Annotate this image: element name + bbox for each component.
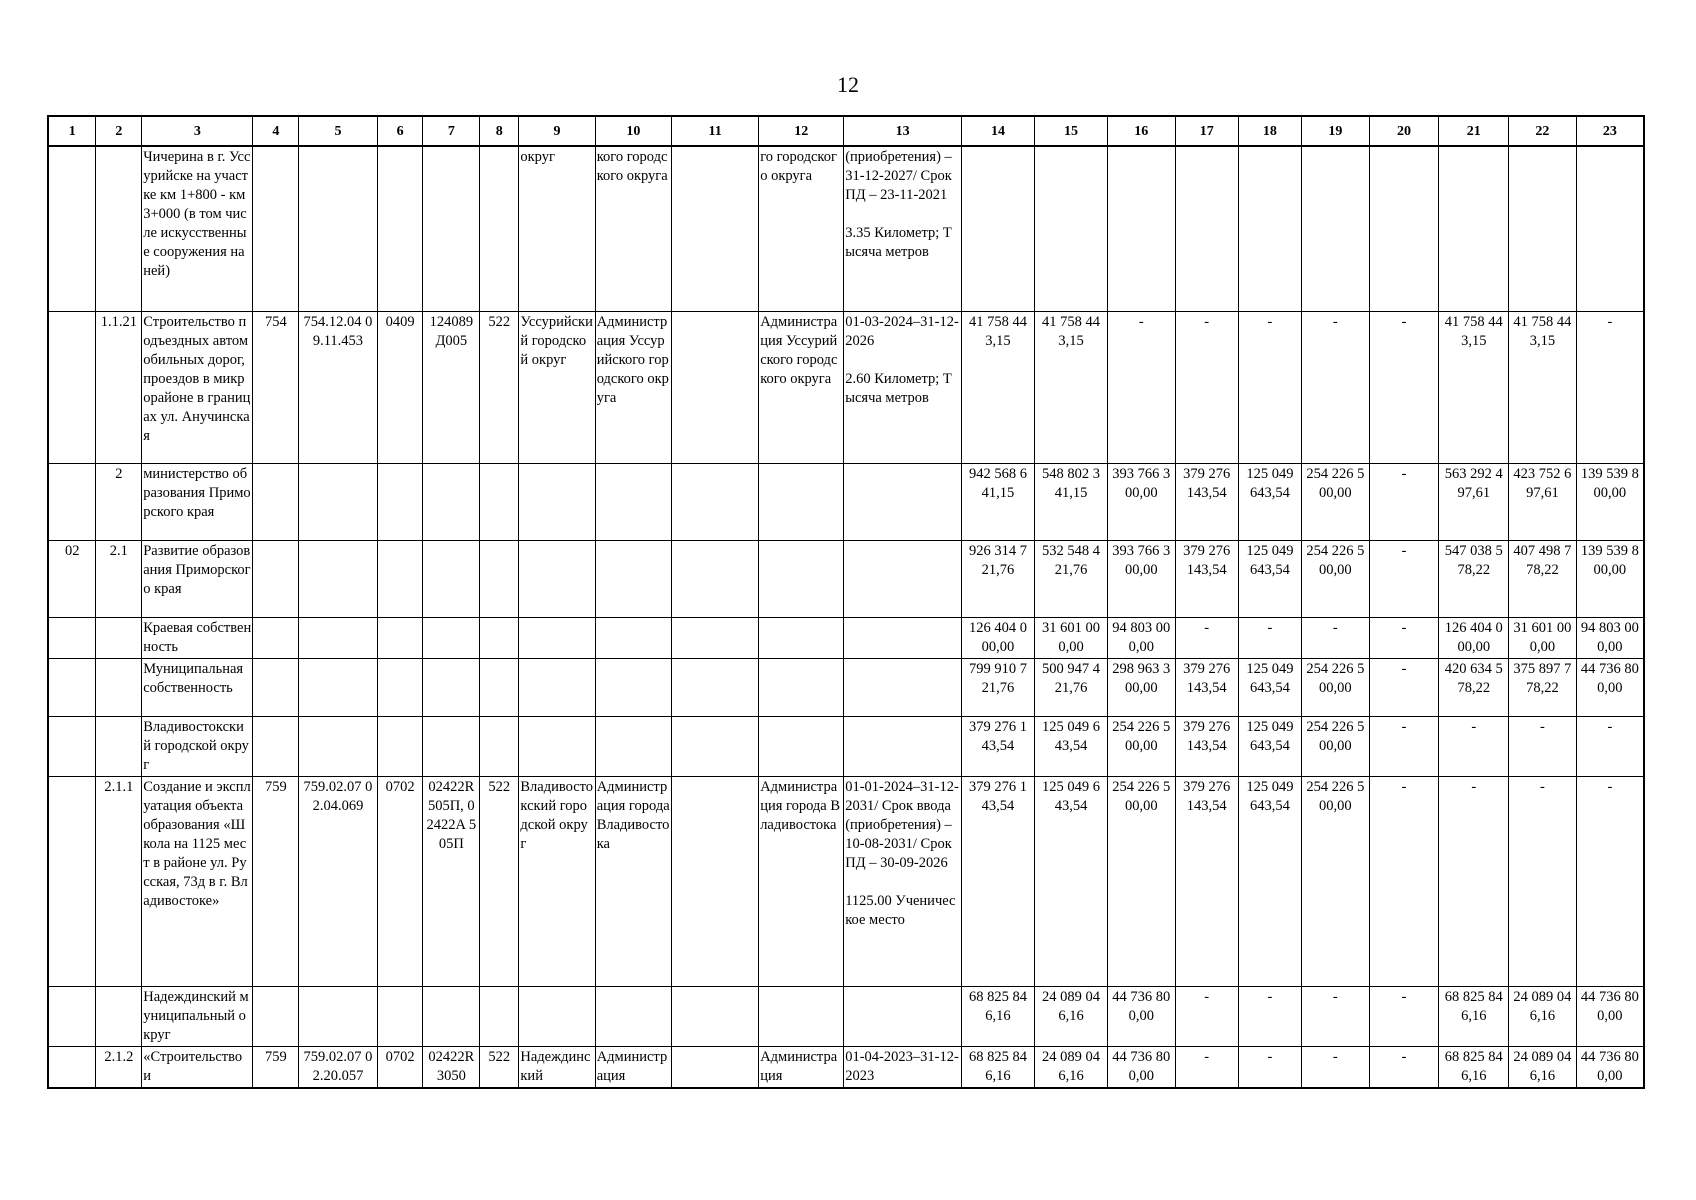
table-cell: 2.1.2 xyxy=(96,1046,142,1088)
table-cell xyxy=(480,540,519,617)
table-cell xyxy=(844,658,962,716)
table-cell: 24 089 04 6,16 xyxy=(1509,1046,1577,1088)
table-cell: - xyxy=(1302,986,1370,1046)
table-cell: - xyxy=(1108,311,1176,463)
table-cell: 532 548 4 21,76 xyxy=(1034,540,1107,617)
table-cell: 02422R 505П, 02422A 505П xyxy=(423,776,480,986)
table-cell: 2 xyxy=(96,463,142,540)
table-row xyxy=(48,311,1644,463)
table-cell xyxy=(253,658,299,716)
table-cell: 01-01-2024–31-12-2031/ Срок ввода (приобретения) – 10-08-2031/ Срок ПД – 30-09-2026 1125.00 Ученическое место xyxy=(844,776,962,986)
page-number: 12 xyxy=(837,72,859,97)
table-cell: 126 404 0 00,00 xyxy=(1439,617,1509,658)
table-cell xyxy=(299,617,377,658)
table-cell xyxy=(377,463,423,540)
table-cell: 68 825 84 6,16 xyxy=(1439,1046,1509,1088)
table-cell: 254 226 5 00,00 xyxy=(1302,776,1370,986)
column-header: 18 xyxy=(1238,116,1301,146)
table-cell: 379 276 1 43,54 xyxy=(961,776,1034,986)
table-cell: Администрация города Владивостока xyxy=(595,776,671,986)
table-cell: - xyxy=(1369,463,1439,540)
column-header: 6 xyxy=(377,116,423,146)
table-header-row xyxy=(48,116,1644,146)
table-cell: 942 568 6 41,15 xyxy=(961,463,1034,540)
table-cell xyxy=(844,986,962,1046)
table-cell: 393 766 3 00,00 xyxy=(1108,463,1176,540)
table-cell: 254 226 5 00,00 xyxy=(1108,776,1176,986)
table-cell: 125 049 643,54 xyxy=(1238,463,1301,540)
table-cell: 24 089 04 6,16 xyxy=(1509,986,1577,1046)
table-cell: 31 601 00 0,00 xyxy=(1509,617,1577,658)
table-cell xyxy=(844,540,962,617)
table-cell xyxy=(96,986,142,1046)
table-cell xyxy=(1238,146,1301,311)
table-cell: 139 539 8 00,00 xyxy=(1576,540,1644,617)
table-cell xyxy=(519,540,595,617)
table-cell xyxy=(377,617,423,658)
table-cell: 926 314 7 21,76 xyxy=(961,540,1034,617)
table-cell xyxy=(1108,146,1176,311)
table-cell xyxy=(519,658,595,716)
table-cell xyxy=(48,776,96,986)
table-row xyxy=(48,617,1644,658)
table-cell xyxy=(423,658,480,716)
table-row xyxy=(48,776,1644,986)
table-cell xyxy=(759,986,844,1046)
table-cell xyxy=(253,463,299,540)
table-cell: - xyxy=(1175,986,1238,1046)
table-cell: 125 049 6 43,54 xyxy=(1034,716,1107,776)
table-cell: 44 736 80 0,00 xyxy=(1576,986,1644,1046)
table-cell: Администрация Уссурийского городского округа xyxy=(595,311,671,463)
table-cell: 0702 xyxy=(377,776,423,986)
table-cell: - xyxy=(1302,1046,1370,1088)
table-cell xyxy=(96,658,142,716)
table-cell: 375 897 7 78,22 xyxy=(1509,658,1577,716)
table-cell: 0702 xyxy=(377,1046,423,1088)
table-cell: 68 825 84 6,16 xyxy=(961,986,1034,1046)
table-cell: 799 910 7 21,76 xyxy=(961,658,1034,716)
table-cell: 68 825 84 6,16 xyxy=(1439,986,1509,1046)
table-cell: - xyxy=(1238,1046,1301,1088)
table-cell: 24 089 04 6,16 xyxy=(1034,1046,1107,1088)
table-cell xyxy=(1576,146,1644,311)
table-cell: 754 xyxy=(253,311,299,463)
table-cell: 01-03-2024–31-12-2026 2.60 Километр; Тысяча метров xyxy=(844,311,962,463)
table-cell: Администрация Уссурийского городского округа xyxy=(759,311,844,463)
table-cell xyxy=(253,986,299,1046)
table-cell: 420 634 5 78,22 xyxy=(1439,658,1509,716)
table-row xyxy=(48,1046,1644,1088)
table-cell: - xyxy=(1238,311,1301,463)
table-cell xyxy=(671,146,758,311)
table-cell xyxy=(377,716,423,776)
table-cell xyxy=(844,463,962,540)
table-cell xyxy=(519,463,595,540)
table-cell: 41 758 44 3,15 xyxy=(1439,311,1509,463)
table-cell xyxy=(480,617,519,658)
column-header: 11 xyxy=(671,116,758,146)
table-cell xyxy=(595,986,671,1046)
table-cell xyxy=(299,986,377,1046)
column-header: 17 xyxy=(1175,116,1238,146)
table-row xyxy=(48,146,1644,311)
table-cell: 522 xyxy=(480,1046,519,1088)
table-cell: - xyxy=(1369,311,1439,463)
table-cell: Владивостокский городской округ xyxy=(519,776,595,986)
column-header: 21 xyxy=(1439,116,1509,146)
table-cell: 379 276 143,54 xyxy=(1175,463,1238,540)
table-cell: 1.1.21 xyxy=(96,311,142,463)
table-cell xyxy=(519,986,595,1046)
table-cell: 41 758 44 3,15 xyxy=(1034,311,1107,463)
table-row xyxy=(48,463,1644,540)
table-cell: Администрация xyxy=(759,1046,844,1088)
table-cell xyxy=(671,776,758,986)
table-cell xyxy=(96,716,142,776)
table-cell: 254 226 5 00,00 xyxy=(1108,716,1176,776)
table-cell: 759.02.07 02.20.057 xyxy=(299,1046,377,1088)
table-cell xyxy=(480,146,519,311)
table-cell xyxy=(48,617,96,658)
table-cell: 02422R 3050 xyxy=(423,1046,480,1088)
table-cell: Надеждинский муниципальный округ xyxy=(142,986,253,1046)
table-cell: 44 736 80 0,00 xyxy=(1576,1046,1644,1088)
table-cell: Надеждинский xyxy=(519,1046,595,1088)
table-cell: 24 089 04 6,16 xyxy=(1034,986,1107,1046)
table-cell xyxy=(595,617,671,658)
column-header: 15 xyxy=(1034,116,1107,146)
table-cell: 44 736 80 0,00 xyxy=(1576,658,1644,716)
column-header: 7 xyxy=(423,116,480,146)
table-cell: - xyxy=(1369,1046,1439,1088)
table-cell xyxy=(377,540,423,617)
table-cell: 01-04-2023–31-12-2023 xyxy=(844,1046,962,1088)
table-cell: 94 803 00 0,00 xyxy=(1576,617,1644,658)
column-header: 23 xyxy=(1576,116,1644,146)
table-cell: 126 404 0 00,00 xyxy=(961,617,1034,658)
table-cell xyxy=(595,540,671,617)
table-cell: - xyxy=(1576,311,1644,463)
table-cell: Владивостокский городской округ xyxy=(142,716,253,776)
table-cell: - xyxy=(1302,311,1370,463)
table-cell xyxy=(759,463,844,540)
table-cell: министерство образования Приморского края xyxy=(142,463,253,540)
table-cell: Администрация города Владивостока xyxy=(759,776,844,986)
column-header: 14 xyxy=(961,116,1034,146)
table-cell: 41 758 44 3,15 xyxy=(1509,311,1577,463)
table-cell xyxy=(759,617,844,658)
budget-table xyxy=(47,115,1645,1089)
table-cell xyxy=(48,986,96,1046)
table-cell: 563 292 4 97,61 xyxy=(1439,463,1509,540)
table-cell: 2.1.1 xyxy=(96,776,142,986)
table-cell xyxy=(377,146,423,311)
table-cell xyxy=(299,463,377,540)
table-cell xyxy=(595,658,671,716)
table-cell xyxy=(377,986,423,1046)
table-cell: - xyxy=(1509,776,1577,986)
table-cell xyxy=(671,463,758,540)
table-cell xyxy=(1439,146,1509,311)
column-header: 16 xyxy=(1108,116,1176,146)
table-cell xyxy=(96,146,142,311)
table-cell: 500 947 4 21,76 xyxy=(1034,658,1107,716)
table-cell xyxy=(844,716,962,776)
table-cell: 125 049 643,54 xyxy=(1238,716,1301,776)
table-cell: 254 226 5 00,00 xyxy=(1302,716,1370,776)
table-cell xyxy=(299,716,377,776)
table-cell xyxy=(961,146,1034,311)
table-cell xyxy=(48,463,96,540)
table-cell xyxy=(759,540,844,617)
table-cell xyxy=(253,617,299,658)
table-cell xyxy=(253,716,299,776)
table-cell xyxy=(1369,146,1439,311)
table-cell: Администрация xyxy=(595,1046,671,1088)
table-cell: Чичерина в г. Уссурийске на участке км 1+800 - км 3+000 (в том числе искусственные сооружения на ней) xyxy=(142,146,253,311)
table-cell: «Строительство и xyxy=(142,1046,253,1088)
table-cell xyxy=(671,311,758,463)
table-cell xyxy=(96,617,142,658)
table-cell xyxy=(299,658,377,716)
table-cell: 44 736 80 0,00 xyxy=(1108,986,1176,1046)
table-cell: 125 049 643,54 xyxy=(1238,658,1301,716)
table-cell: 522 xyxy=(480,311,519,463)
table-cell xyxy=(423,463,480,540)
table-cell: 31 601 00 0,00 xyxy=(1034,617,1107,658)
table-cell: Муниципальная собственность xyxy=(142,658,253,716)
table-cell: 254 226 5 00,00 xyxy=(1302,658,1370,716)
table-cell xyxy=(423,146,480,311)
table-cell: - xyxy=(1509,716,1577,776)
table-cell xyxy=(253,146,299,311)
table-row xyxy=(48,540,1644,617)
table-cell: 125 049 643,54 xyxy=(1238,540,1301,617)
table-cell: - xyxy=(1175,617,1238,658)
table-cell: 2.1 xyxy=(96,540,142,617)
table-cell: 379 276 143,54 xyxy=(1175,716,1238,776)
table-cell: - xyxy=(1238,617,1301,658)
table-cell: го городского округа xyxy=(759,146,844,311)
table-cell xyxy=(423,540,480,617)
column-header: 5 xyxy=(299,116,377,146)
table-cell xyxy=(595,463,671,540)
table-cell: - xyxy=(1369,617,1439,658)
column-header: 2 xyxy=(96,116,142,146)
table-cell: 423 752 6 97,61 xyxy=(1509,463,1577,540)
column-header: 10 xyxy=(595,116,671,146)
table-cell: Строительство подъездных автомобильных дорог, проездов в микрорайоне в границах ул. Анучинская xyxy=(142,311,253,463)
table-cell xyxy=(595,716,671,776)
table-cell xyxy=(1302,146,1370,311)
table-cell: 548 802 3 41,15 xyxy=(1034,463,1107,540)
column-header: 19 xyxy=(1302,116,1370,146)
table-cell xyxy=(480,986,519,1046)
table-cell: 254 226 5 00,00 xyxy=(1302,540,1370,617)
table-cell: 547 038 5 78,22 xyxy=(1439,540,1509,617)
table-cell: 393 766 3 00,00 xyxy=(1108,540,1176,617)
table-cell xyxy=(480,463,519,540)
table-cell: 407 498 7 78,22 xyxy=(1509,540,1577,617)
table-cell: Развитие образования Приморского края xyxy=(142,540,253,617)
column-header: 20 xyxy=(1369,116,1439,146)
table-cell xyxy=(671,1046,758,1088)
table-cell: Уссурийский городской округ xyxy=(519,311,595,463)
table-cell xyxy=(671,540,758,617)
table-cell xyxy=(671,986,758,1046)
table-cell: 759.02.07 02.04.069 xyxy=(299,776,377,986)
table-cell xyxy=(48,1046,96,1088)
table-cell: 41 758 44 3,15 xyxy=(961,311,1034,463)
table-cell xyxy=(759,716,844,776)
column-header: 22 xyxy=(1509,116,1577,146)
table-cell: - xyxy=(1439,776,1509,986)
table-cell: 754.12.04 09.11.453 xyxy=(299,311,377,463)
table-cell: - xyxy=(1439,716,1509,776)
table-cell xyxy=(299,540,377,617)
table-row xyxy=(48,658,1644,716)
column-header: 1 xyxy=(48,116,96,146)
table-cell xyxy=(423,986,480,1046)
table-cell: 124089 Д005 xyxy=(423,311,480,463)
table-cell: - xyxy=(1369,540,1439,617)
table-cell: 125 049 6 43,54 xyxy=(1034,776,1107,986)
table-cell: 94 803 00 0,00 xyxy=(1108,617,1176,658)
table-cell: - xyxy=(1369,986,1439,1046)
table-cell: - xyxy=(1576,776,1644,986)
table-cell xyxy=(844,617,962,658)
table-cell xyxy=(671,617,758,658)
table-cell: 298 963 3 00,00 xyxy=(1108,658,1176,716)
table-row xyxy=(48,716,1644,776)
table-cell: - xyxy=(1369,776,1439,986)
table-cell xyxy=(48,146,96,311)
table-cell xyxy=(1509,146,1577,311)
table-cell xyxy=(423,617,480,658)
table-cell xyxy=(671,658,758,716)
table-cell xyxy=(1034,146,1107,311)
table-cell: 02 xyxy=(48,540,96,617)
table-cell xyxy=(48,716,96,776)
table-cell xyxy=(423,716,480,776)
table-cell: - xyxy=(1175,311,1238,463)
table-cell: 139 539 8 00,00 xyxy=(1576,463,1644,540)
column-header: 8 xyxy=(480,116,519,146)
table-cell xyxy=(480,716,519,776)
column-header: 9 xyxy=(519,116,595,146)
table-cell: - xyxy=(1369,716,1439,776)
column-header: 3 xyxy=(142,116,253,146)
table-cell xyxy=(1175,146,1238,311)
column-header: 13 xyxy=(844,116,962,146)
table-cell xyxy=(759,658,844,716)
table-cell: - xyxy=(1576,716,1644,776)
table-cell xyxy=(377,658,423,716)
table-cell: 379 276 143,54 xyxy=(1175,658,1238,716)
table-cell: 44 736 80 0,00 xyxy=(1108,1046,1176,1088)
table-cell: - xyxy=(1369,658,1439,716)
table-row xyxy=(48,986,1644,1046)
table-cell: 68 825 84 6,16 xyxy=(961,1046,1034,1088)
table-cell: Создание и эксплуатация объекта образования «Школа на 1125 мест в районе ул. Русская, 73д в г. Владивостоке» xyxy=(142,776,253,986)
table-cell: 759 xyxy=(253,1046,299,1088)
table-cell: - xyxy=(1238,986,1301,1046)
table-cell: 125 049 643,54 xyxy=(1238,776,1301,986)
table-cell: - xyxy=(1302,617,1370,658)
table-cell: 379 276 1 43,54 xyxy=(961,716,1034,776)
table-cell xyxy=(480,658,519,716)
table-cell xyxy=(671,716,758,776)
table-cell: округ xyxy=(519,146,595,311)
table-cell: 379 276 143,54 xyxy=(1175,776,1238,986)
column-header: 4 xyxy=(253,116,299,146)
table-cell xyxy=(48,658,96,716)
table-cell: (приобретения) – 31-12-2027/ Срок ПД – 23-11-2021 3.35 Километр; Тысяча метров xyxy=(844,146,962,311)
table-cell xyxy=(519,617,595,658)
column-header: 12 xyxy=(759,116,844,146)
table-cell: Краевая собственность xyxy=(142,617,253,658)
table-cell xyxy=(48,311,96,463)
table-cell: 379 276 143,54 xyxy=(1175,540,1238,617)
table-cell xyxy=(299,146,377,311)
table-cell: 0409 xyxy=(377,311,423,463)
table-cell: - xyxy=(1175,1046,1238,1088)
table-cell xyxy=(253,540,299,617)
table-cell xyxy=(519,716,595,776)
table-cell: 254 226 5 00,00 xyxy=(1302,463,1370,540)
table-cell: 759 xyxy=(253,776,299,986)
table-cell: кого городского округа xyxy=(595,146,671,311)
table-cell: 522 xyxy=(480,776,519,986)
